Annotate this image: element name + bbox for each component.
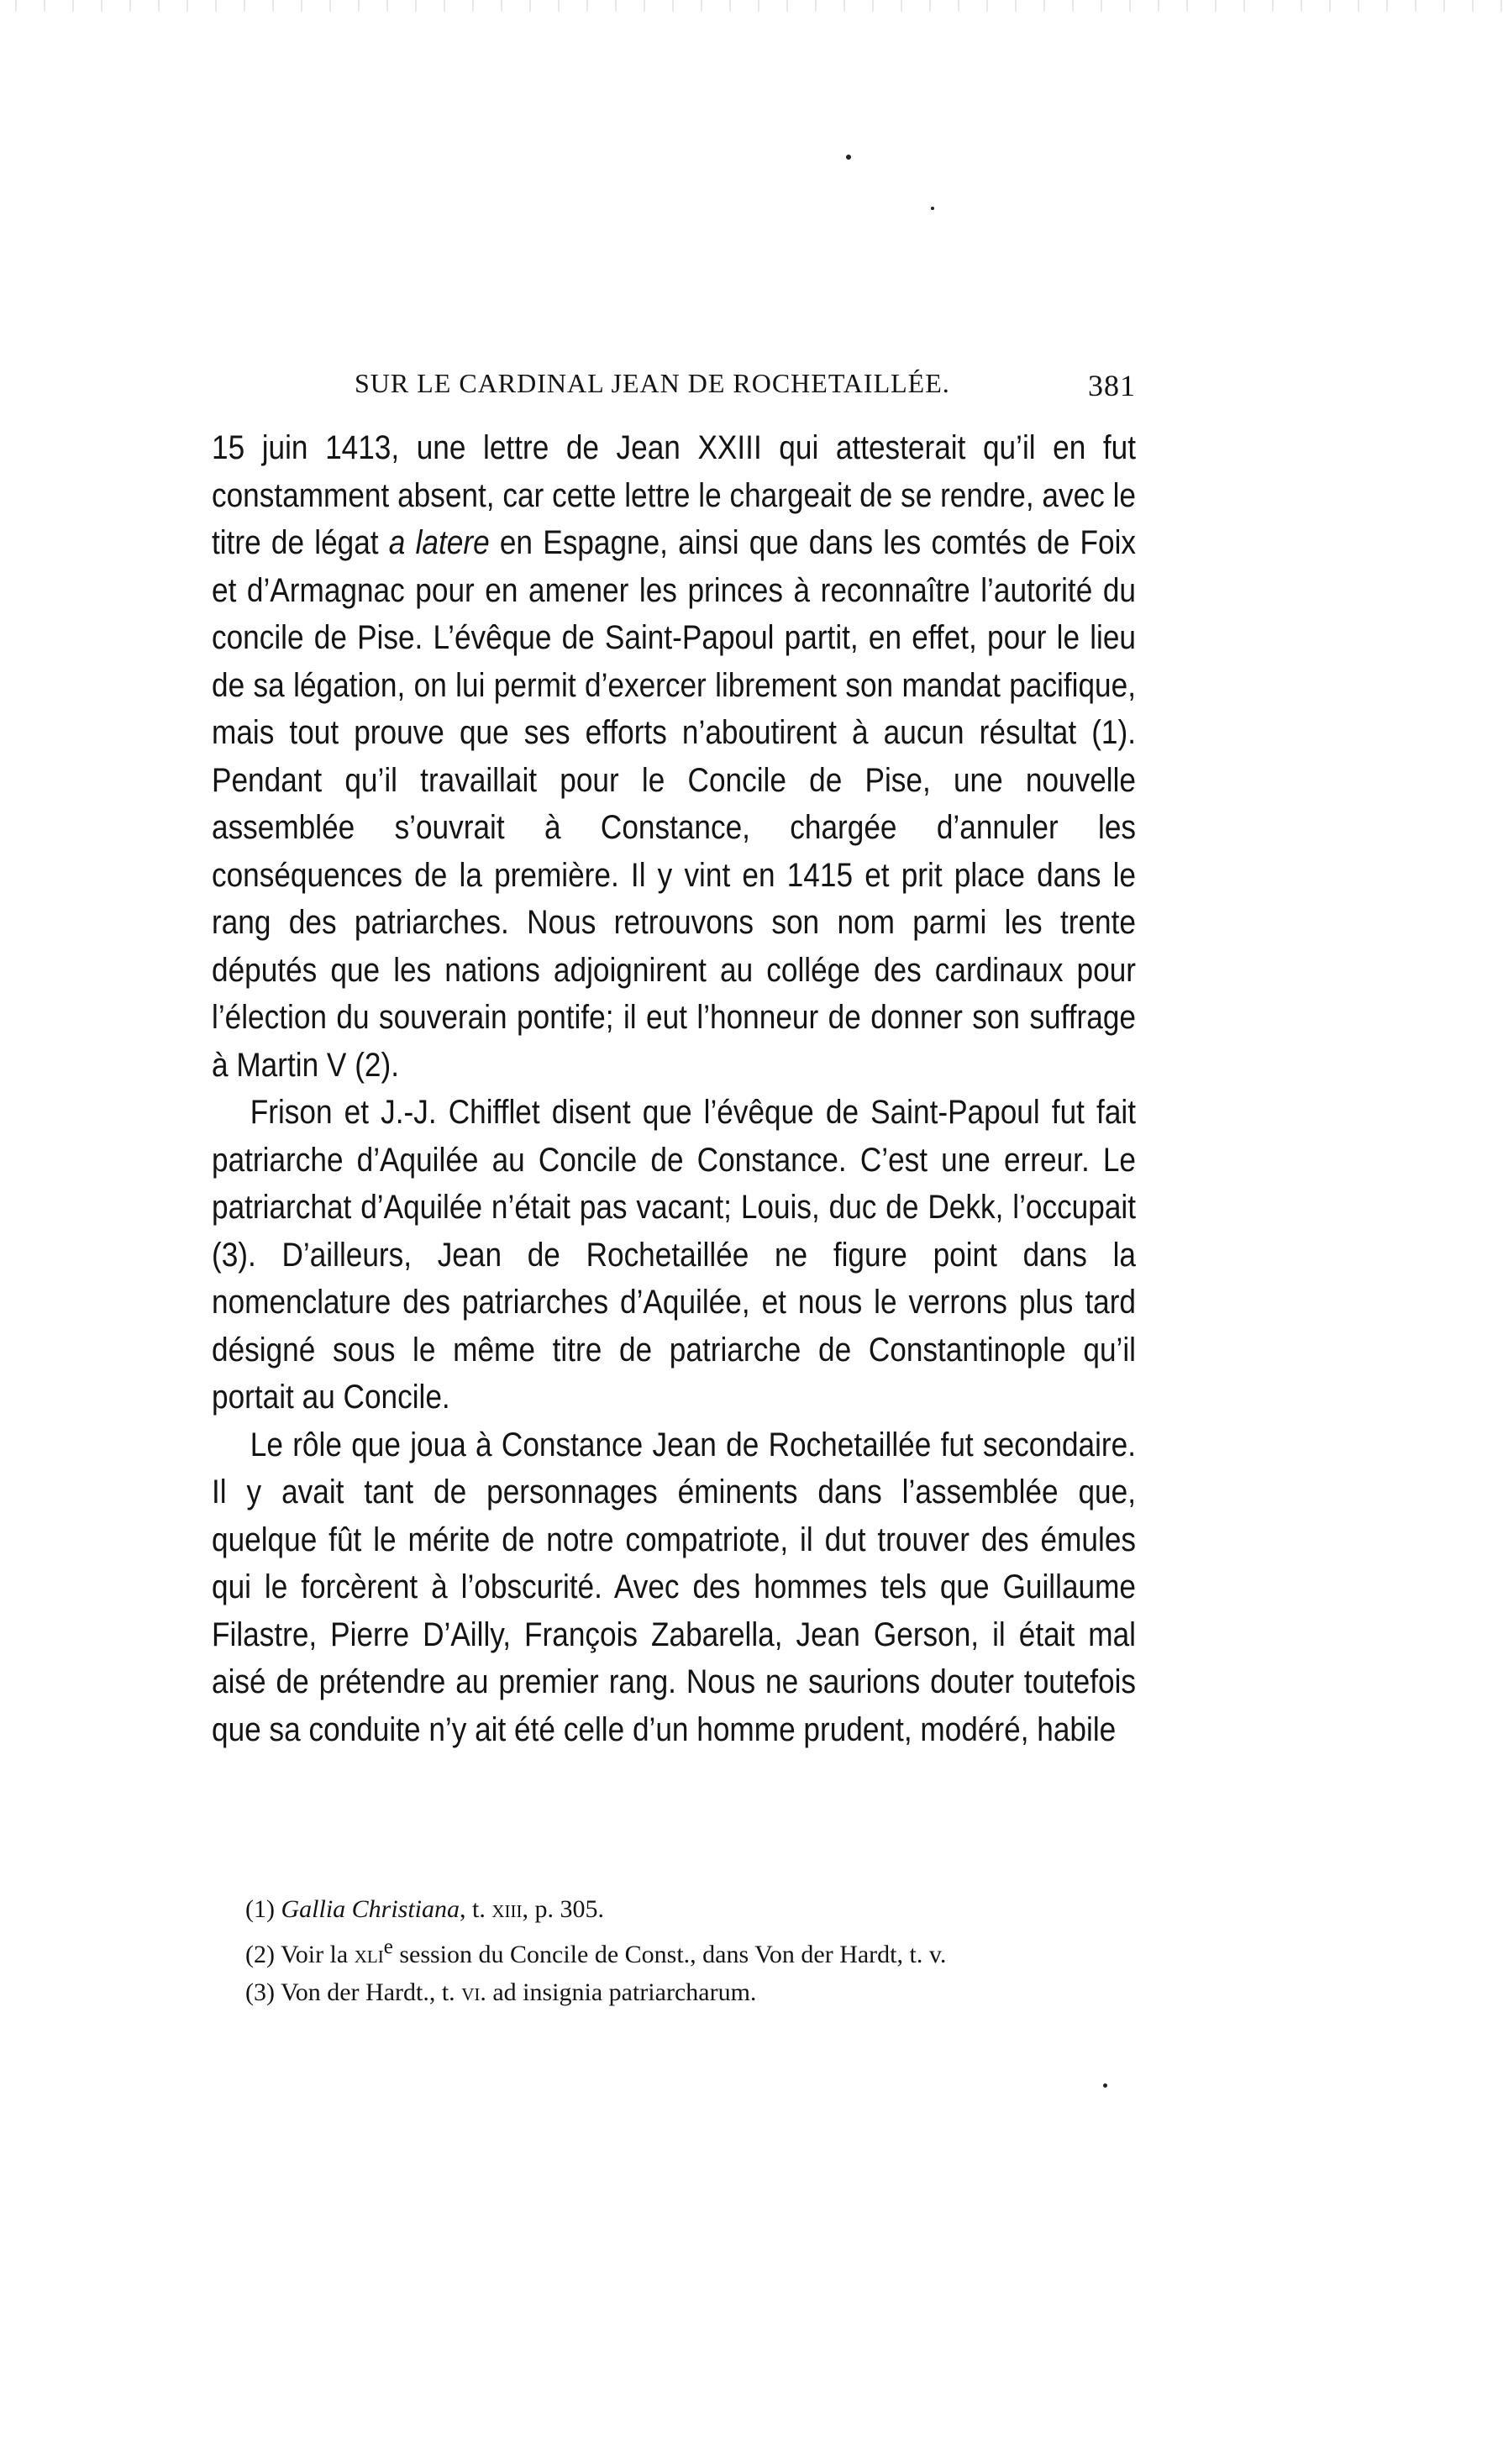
text-run: e xyxy=(383,1936,393,1958)
text-run: Frison et J.-J. Chifflet disent que l’évêque de Saint-Papoul fut fait patriarche d’Aquilée au Concile de Constance. C’est une erreur. Le patriarchat d’Aquilée n’était pas vacant; Louis, duc de Dekk, l’occupait (3). D’ailleurs, Jean de Rochetaillée ne figure point dans la nomenclature des patriarches d’Aquilée, et nous le verrons plus tard désigné sous le même titre de patriarche de Constantinople qu’il portait au Concile. xyxy=(212,1094,1136,1416)
text-run: (1) xyxy=(245,1895,281,1923)
footnote xyxy=(245,1890,1169,1928)
ink-speck xyxy=(846,155,851,160)
roman-numeral: vi xyxy=(461,1978,481,2006)
body-text xyxy=(212,424,1136,1753)
text-run: (3) Von der Hardt., t. xyxy=(245,1978,462,2006)
text-run: session du Concile de Const., dans Von der Hardt, t. v. xyxy=(392,1941,947,1968)
text-run: , p. 305. xyxy=(522,1895,605,1923)
text-run: (2) Voir la xyxy=(245,1941,355,1968)
running-head xyxy=(212,368,1136,418)
page-number: 381 xyxy=(1088,369,1136,402)
footnote xyxy=(245,1973,1169,2011)
italic-phrase: a latere xyxy=(388,524,490,561)
footnote xyxy=(245,1928,1169,1973)
ink-speck xyxy=(931,207,934,210)
text-run: 15 juin 1413, une lettre de Jean XXIII qui attesterait qu’il en fut constamment absent, car cette lettre le chargeait de se rendre, avec le titre de légat xyxy=(212,429,1136,561)
roman-numeral: xiii xyxy=(491,1895,523,1923)
text-run: , t. xyxy=(460,1895,492,1923)
footnotes xyxy=(245,1890,1169,2011)
paragraph xyxy=(212,424,1136,1089)
italic-phrase: Gallia Christiana xyxy=(281,1895,460,1923)
text-run: Le rôle que joua à Constance Jean de Rochetaillée fut secondaire. Il y avait tant de personnages éminents dans l’assemblée que, quelque fût le mérite de notre compatriote, il dut trouver des émules qui le forcèrent à l’obscurité. Avec des hommes tels que Guillaume Filastre, Pierre D’Ailly, François Zabarella, Jean Gerson, il était mal aisé de prétendre au premier rang. Nous ne saurions douter toutefois que sa conduite n’y ait été celle d’un homme prudent, modéré, habile xyxy=(212,1426,1136,1748)
text-run: . ad insignia patriarcharum. xyxy=(480,1978,757,2006)
text-run: en Espagne, ainsi que dans les comtés de Foix et d’Armagnac pour en amener les princes à reconnaître l’autorité du concile de Pise. L’évêque de Saint-Papoul partit, en effet, pour le lieu de sa légation, on lui permit d’exercer librement son mandat pacifique, mais tout prouve que ses efforts n’aboutirent à aucun résultat (1). Pendant qu’il travaillait pour le Concile de Pise, une nouvelle assemblée s’ouvrait à Constance, chargée d’annuler les conséquences de la première. Il y vint en 1415 et prit place dans le rang des patriarches. Nous retrouvons son nom parmi les trente députés que les nations adjoignirent au collége des cardinaux pour l’élection du souverain pontife; il eut l’honneur de donner son suffrage à Martin V (2). xyxy=(212,524,1136,1084)
ink-speck xyxy=(1103,2083,1107,2088)
roman-numeral: xli xyxy=(354,1941,384,1968)
paragraph xyxy=(212,1421,1136,1754)
running-title: SUR LE CARDINAL JEAN DE ROCHETAILLÉE. xyxy=(355,368,950,398)
paragraph xyxy=(212,1089,1136,1421)
scan-edge-noise xyxy=(0,0,1503,12)
